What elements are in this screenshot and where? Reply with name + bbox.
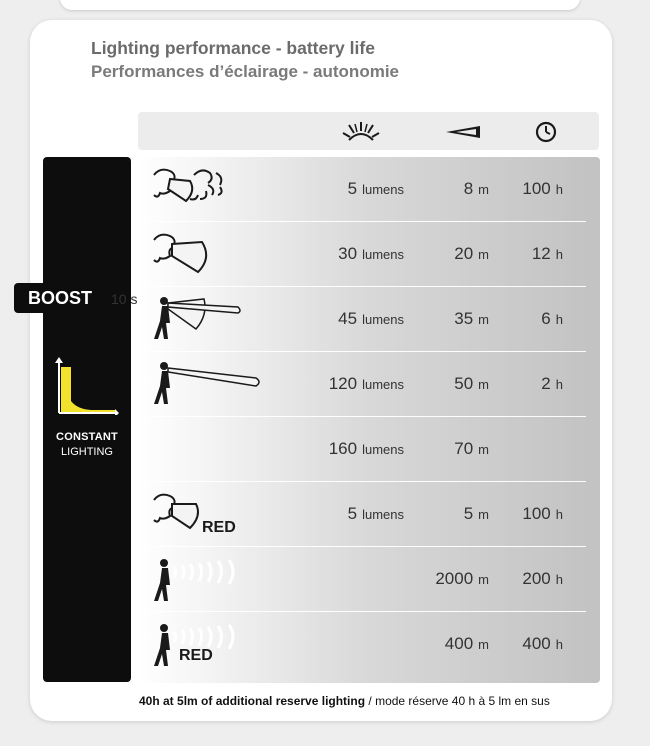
distance-value: 70 m [454,439,489,458]
boost-badge: BOOST [14,283,106,313]
lumens-value: 120 lumens [328,374,404,393]
lumens-value: 30 lumens [338,244,404,263]
distance-value: 5 m [463,504,489,523]
distance-value: 35 m [454,309,489,328]
time-value: 100 h [522,504,563,523]
table-row [138,612,600,677]
column-header-bar [138,112,599,150]
previous-card-edge [60,0,580,10]
side-panel-title: CONSTANT [56,431,118,443]
footnote-english: 40h at 5lm of additional reserve lighting [139,694,366,708]
distance-value: 400 m [444,634,489,653]
side-panel-subtitle: LIGHTING [61,446,113,458]
table-row [138,222,600,287]
proximity-wide-beam-icon [150,230,220,281]
time-value: 400 h [522,634,563,653]
page-subtitle: Performances d’éclairage - autonomie [91,62,399,81]
lumens-value: 160 lumens [328,439,404,458]
lumens-value: 45 lumens [338,309,404,328]
red-mode-label: RED [179,647,213,664]
red-light-proximity-icon [150,490,210,541]
lumens-value: 5 lumens [347,179,404,198]
distance-vision-beam-icon [150,360,262,415]
constant-lighting-graph-icon [55,357,119,420]
time-value: 2 h [541,374,563,393]
red-mode-label: RED [202,519,236,536]
performance-table [138,157,600,683]
table-row [138,287,600,352]
beam-distance-icon [446,125,482,144]
constant-lighting-panel [43,157,131,682]
time-value: 100 h [522,179,563,198]
distance-value: 20 m [454,244,489,263]
distance-value: 8 m [463,179,489,198]
movement-mixed-beam-icon [150,295,246,350]
footnote-separator: / [365,694,376,708]
reserve-lighting-footnote [139,694,550,708]
time-value: 200 h [522,569,563,588]
time-value: 6 h [541,309,563,328]
table-row [138,352,600,417]
table-row [138,547,600,612]
table-row [138,417,600,482]
page-title: Lighting performance - battery life [91,38,375,58]
table-row [138,482,600,547]
time-value: 12 h [531,244,563,263]
lumens-value: 5 lumens [347,504,404,523]
brightness-burst-icon [341,120,381,149]
boost-duration: 10 s [111,291,138,307]
distance-value: 2000 m [435,569,489,588]
white-strobe-walker-icon [150,555,246,610]
close-range-proximity-icon [150,165,224,216]
distance-value: 50 m [454,374,489,393]
footnote-french: mode réserve 40 h à 5 lm en sus [375,694,550,708]
clock-icon [535,121,557,148]
table-row [138,157,600,222]
